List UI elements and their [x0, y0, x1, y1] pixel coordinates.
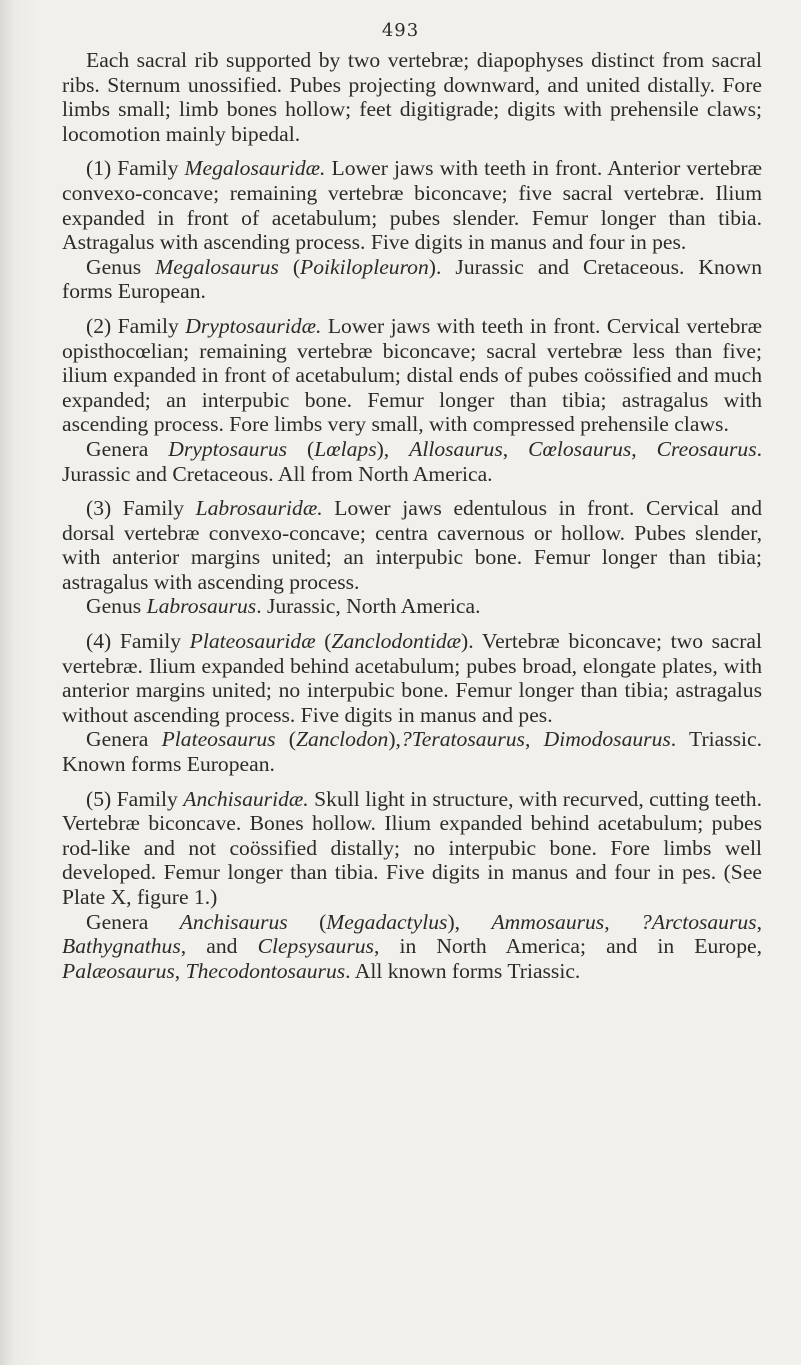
separator: (: [287, 436, 315, 461]
family-description: Vertebræ biconcave; two sacral vertebræ. Ilium expanded behind acetabulum; pubes broad, elongate plates, with anterior margins united; no interpubic bone. Femur longer than tibia; astragalus without ascending process. Five digits in manus and pes.: [62, 629, 762, 727]
genus-name: Dryptosaurus: [168, 436, 288, 461]
family-4-genera: [62, 727, 762, 776]
family-1-paragraph: [62, 156, 762, 254]
family-name: Megalosauridæ.: [184, 156, 326, 181]
intro-paragraph: [62, 48, 762, 146]
genus-synonym: Megadactylus: [326, 909, 448, 934]
family-synonym: Zanclodontidæ: [331, 629, 462, 654]
family-4-paragraph: [62, 629, 762, 727]
separator: (: [287, 909, 327, 934]
genera-range: . All known forms Triassic.: [345, 958, 581, 983]
genus-name: Anchisaurus: [179, 909, 288, 934]
genera-range: ). Jurassic and Cretaceous. Known forms European.: [62, 254, 762, 304]
genus-synonym: Poikilopleuron: [300, 254, 429, 279]
family-2-genera: [62, 437, 762, 486]
family-number: (4) Family: [86, 629, 190, 654]
family-2-paragraph: [62, 314, 762, 437]
family-name: Anchisauridæ.: [183, 786, 309, 811]
genus-name: Labrosaurus: [146, 594, 257, 619]
body-text: [62, 48, 762, 983]
family-name: Labrosauridæ.: [195, 496, 323, 521]
family-number: (2) Family: [86, 313, 186, 338]
genus-name: Thecodontosaurus: [185, 958, 346, 983]
genera-label: Genera: [86, 727, 162, 752]
separator: ,: [604, 909, 642, 934]
separator: ,: [174, 958, 186, 983]
separator: ,: [502, 436, 529, 461]
family-1-genera: [62, 255, 762, 304]
family-5-genera: [62, 910, 762, 984]
intro-text: Each sacral rib supported by two vertebræ; diapophyses distinct from sacral ribs. Sternum unossified. Pubes projecting downward, and united distally. Fore limbs small; limb bones hollow; feet digitigrade; digits with prehensile claws; locomotion mainly bipedal.: [62, 48, 762, 146]
genus-name: Megalosaurus: [155, 254, 279, 279]
genus-name: Clepsysaurus: [257, 934, 374, 959]
genera-label: Genus: [86, 254, 156, 279]
genus-name: Creosaurus: [656, 436, 757, 461]
genera-label: Genera: [86, 436, 169, 461]
separator: ,: [756, 909, 762, 934]
separator: (: [278, 254, 301, 279]
genus-name: ?Teratosaurus: [400, 727, 525, 752]
genus-synonym: Lœlaps: [314, 436, 377, 461]
separator: (: [315, 629, 332, 654]
family-5-paragraph: [62, 787, 762, 910]
genus-name: ?Arctosaurus: [641, 909, 757, 934]
family-description: Lower jaws with teeth in front. Anterior vertebræ convexo-concave; remaining vertebræ biconcave; five sacral vertebræ. Ilium expanded in front of acetabulum; pubes slender. Femur longer than tibia. Astragalus with ascending process. Five digits in manus and four in pes.: [62, 156, 762, 255]
genera-label: Genus: [86, 594, 147, 619]
genus-name: Cœlosaurus: [528, 436, 632, 461]
separator: ,: [524, 727, 544, 752]
genus-name: Allosaurus: [409, 436, 503, 461]
genus-name: Dimodosaurus: [543, 727, 671, 752]
family-description: Lower jaws with teeth in front. Cervical vertebræ opisthocœlian; remaining vertebræ biconcave; sacral vertebræ less than five; ilium expanded in front of acetabulum; distal ends of pubes coössified and much expanded; an interpubic bone. Femur longer than tibia; astragalus with ascending process. Fore limbs very small, with compressed prehensile claws.: [62, 313, 762, 437]
family-3-genera: [62, 594, 762, 619]
family-number: (3) Family: [86, 496, 196, 521]
family-3-paragraph: [62, 496, 762, 594]
separator: ),: [376, 436, 410, 461]
separator: ,: [631, 436, 657, 461]
genus-synonym: Zanclodon: [295, 727, 389, 752]
genus-name: Palæosaurus: [62, 958, 175, 983]
genus-name: Bathygnathus: [62, 934, 181, 959]
separator: (: [275, 727, 296, 752]
separator: ),: [447, 909, 492, 934]
separator: ),: [388, 727, 401, 752]
family-name: Dryptosauridæ.: [185, 313, 322, 338]
separator: , in North America; and in Europe,: [373, 934, 763, 959]
family-number: (1) Family: [86, 156, 185, 181]
family-description: Skull light in structure, with recurved, cutting teeth. Vertebræ biconcave. Bones hollow. Ilium expanded behind acetabulum; pubes rod-like and not coössified distally; no interpubic bone. Fore limbs well developed. Femur longer than tibia. Five digits in manus and four in pes. (See Plate X, figure 1.): [62, 786, 762, 909]
genera-range: . Jurassic and Cretaceous. All from North America.: [62, 436, 763, 486]
family-description: Lower jaws edentulous in front. Cervical and dorsal vertebræ convexo-concave; centra cavernous or hollow. Pubes slender, with anterior margins united; an interpubic bone. Femur longer than tibia; astragalus with ascending process.: [62, 496, 762, 594]
family-number: (5) Family: [86, 786, 184, 811]
genus-name: Ammosaurus: [491, 909, 605, 934]
genera-label: Genera: [86, 909, 180, 934]
separator: , and: [180, 934, 258, 959]
family-name: Plateosauridæ: [189, 629, 316, 654]
separator: ).: [461, 629, 474, 654]
page-number: 493: [381, 20, 420, 41]
genera-range: . Triassic. Known forms European.: [62, 727, 763, 777]
genus-name: Plateosaurus: [161, 727, 276, 752]
genera-range: . Jurassic, North America.: [256, 594, 481, 619]
